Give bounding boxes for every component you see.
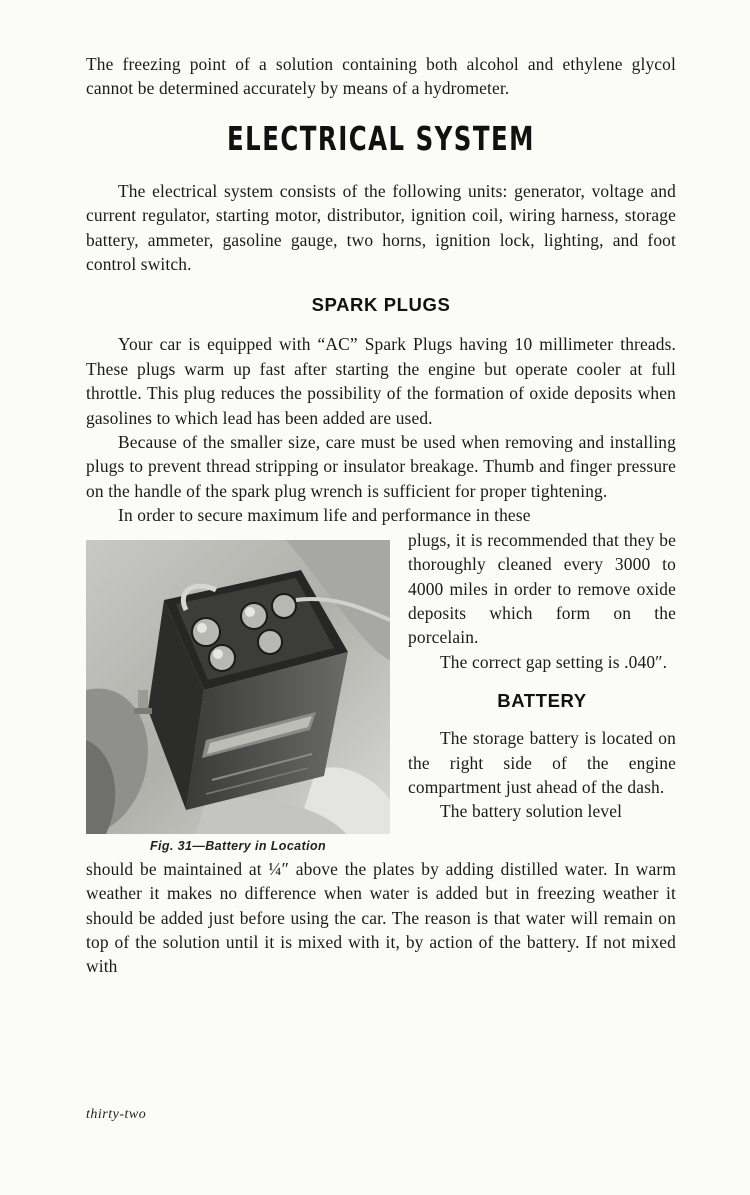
- spark-plugs-paragraph-3-rest: plugs, it is recommended that they be thoroughly cleaned every 3000 to 4000 miles in order to remove oxide deposits which form on the porcelain.: [408, 529, 676, 648]
- battery-paragraph-2-rest: should be maintained at ¼″ above the plates by adding distilled water. In warm weather it makes no difference when water is added but in freezing weather it should be added just before using the car. The reason is that water will remain on top of the solution until it is mixed with it, by action of the battery. If not mixed with: [86, 858, 676, 977]
- battery-photo: [86, 540, 390, 834]
- battery-heading: BATTERY: [497, 690, 587, 712]
- spark-plugs-paragraph-3-lead: In order to secure maximum life and performance in these: [118, 505, 531, 526]
- page-content: [86, 52, 676, 979]
- battery-paragraph-1: The storage battery is located on the right side of the engine compartment just ahead of the dash.: [408, 728, 676, 797]
- spark-plugs-paragraph-2: Because of the smaller size, care must be used when removing and installing plugs to prevent thread stripping or insulator breakage. Thumb and finger pressure on the handle of the spark plug wrench is sufficient for proper tightening.: [86, 432, 676, 501]
- spark-plugs-heading: SPARK PLUGS: [311, 294, 451, 316]
- intro-paragraph: The freezing point of a solution containing both alcohol and ethylene glycol cannot be determined accurately by means of a hydrometer.: [86, 54, 676, 99]
- electrical-system-paragraph: The electrical system consists of the following units: generator, voltage and current regulator, starting motor, distributor, ignition coil, wiring harness, storage battery, ammeter, gasoline gauge, two horns, ignition lock, lighting, and foot control switch.: [86, 180, 676, 275]
- gap-setting-paragraph: The correct gap setting is .040″.: [440, 651, 668, 672]
- page-number: thirty-two: [86, 1107, 147, 1122]
- section-title: ELECTRICAL SYSTEM: [227, 118, 535, 158]
- figure-caption: Fig. 31—Battery in Location: [149, 838, 327, 853]
- battery-paragraph-2-start: The battery solution level: [440, 801, 623, 822]
- spark-plugs-paragraph-1: Your car is equipped with “AC” Spark Plugs having 10 millimeter threads. These plugs warm up fast after starting the engine but operate cooler at full throttle. This plug reduces the possibility of the formation of oxide deposits when gasolines to which lead has been added are used.: [86, 334, 676, 428]
- battery-figure: [86, 540, 390, 853]
